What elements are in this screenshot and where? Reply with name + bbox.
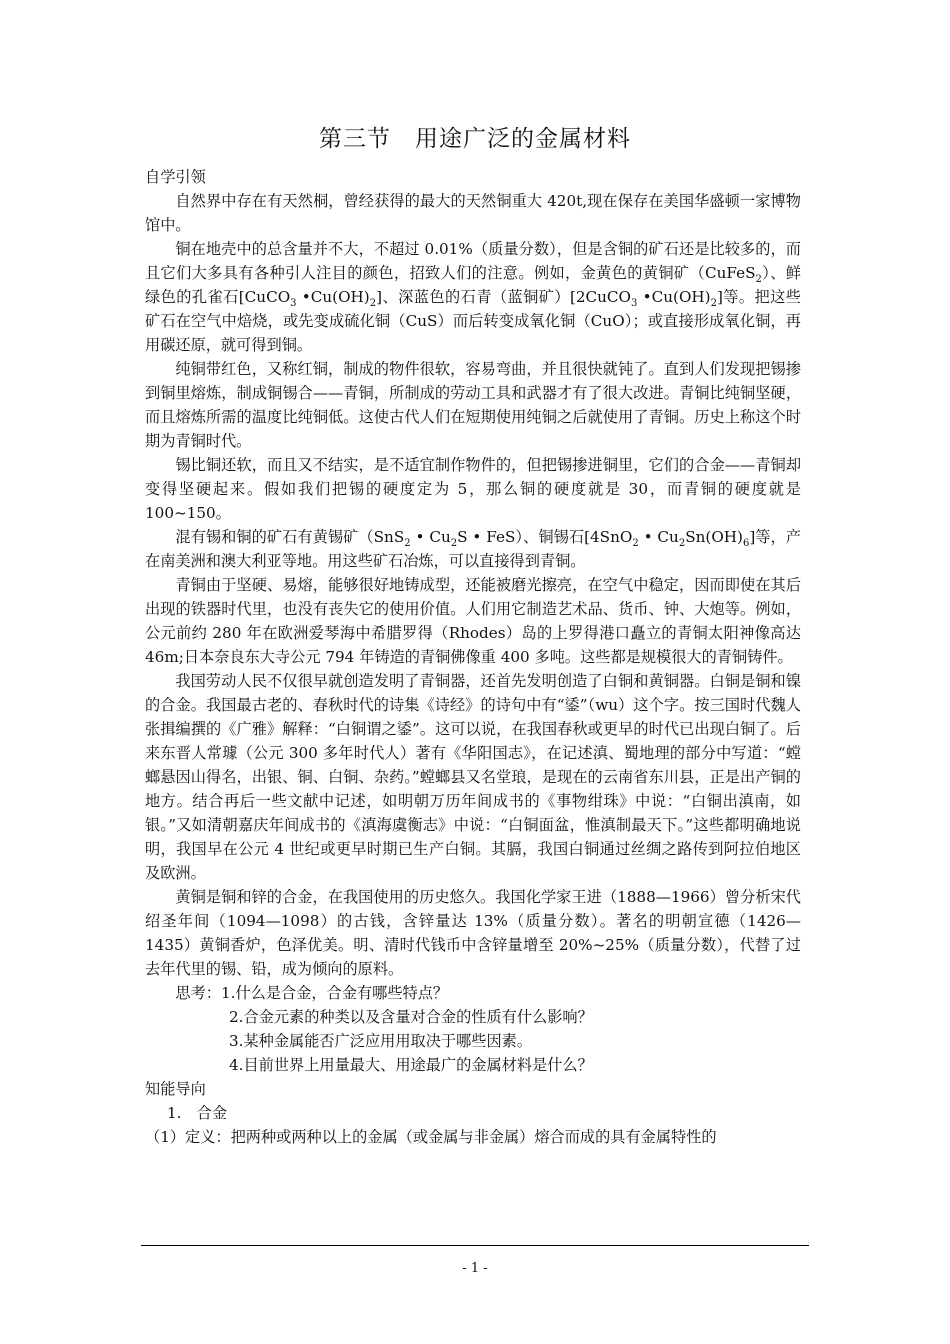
subscript: 2 — [755, 274, 762, 286]
text-run: 铜在地壳中的总含量并不大，不超过 0.01%（质量分数），但是含铜的矿石还是比较多的，而且它们大多具有各种引人注目的颜色，招致人们的注意。例如，金黄色的黄铜矿（CuFeS — [145, 240, 801, 282]
text-run: •Cu(OH) — [296, 288, 370, 306]
text-run: 混有锡和铜的矿石有黄锡矿（SnS — [175, 528, 405, 546]
alloy-definition: （1）定义：把两种或两种以上的金属（或金属与非金属）熔合而成的具有金属特性的 — [145, 1128, 717, 1146]
subscript: 2 — [678, 538, 686, 550]
subscript: 2 — [710, 298, 717, 310]
subscript: 2 — [450, 538, 458, 550]
paragraph-bronze-uses: 青铜由于坚硬、易熔，能够很好地铸成型，还能被磨光擦亮，在空气中稳定，因而即使在其后出现的铁器时代里，也没有丧失它的使用价值。人们用它制造艺术品、货币、钟、大炮等。例如，公元前约 280 年在欧洲爱琴海中希腊罗得（Rhodes）岛的上罗得港口矗立的青铜太阳神像高达 46m;日本奈良东大寺公元 794 年铸造的青铜佛像重 400 多吨。这些都是规模很大的青铜铸件。 — [145, 576, 801, 666]
text-run: ]等，产在南美洲和澳大利亚等地。用这些矿石冶炼，可以直接得到青铜。 — [145, 528, 801, 570]
text-run: • Cu — [410, 528, 451, 546]
question-3: 3.某种金属能否广泛应用用取决于哪些因素。 — [229, 1032, 533, 1050]
text-run: ]等。把这些矿石在空气中焙烧，或先变成硫化铜（CuS）而后转变成氧化铜（CuO）；或直接形成氧化铜，再用碳还原，就可得到铜。 — [145, 288, 801, 354]
paragraph-brass: 黄铜是铜和锌的合金，在我国使用的历史悠久。我国化学家王进（1888—1966）曾分析宋代绍圣年间（1094—1098）的古钱，含锌量达 13%（质量分数）。著名的明朝宣德（1426—1435）黄铜香炉，色泽优美。明、清时代钱币中含锌量增至 20%~25%（质量分数），代替了过去年代里的锡、铅，成为倾向的原料。 — [145, 888, 801, 978]
paragraph-tin-copper-ores — [145, 525, 801, 573]
question-2: 2.合金元素的种类以及含量对合金的性质有什么影响？ — [229, 1008, 593, 1026]
question-4: 4.目前世界上用量最大、用途最广的金属材料是什么？ — [229, 1056, 593, 1074]
paragraph-natural-copper: 自然界中存在有天然桐，曾经获得的最大的天然铜重大 420t,现在保存在美国华盛顿一家博物馆中。 — [145, 192, 801, 234]
paragraph-tin-hardness: 锡比铜还软，而且又不结实，是不适宜制作物件的，但把锡掺进铜里，它们的合金——青铜却变得坚硬起来。假如我们把锡的硬度定为 5，那么铜的硬度就是 30，而青铜的硬度就是 100~150。 — [145, 456, 801, 522]
text-run: S • FeS）、铜锡石[4SnO — [457, 528, 633, 546]
paragraph-white-copper-history: 我国劳动人民不仅很早就创造发明了青铜器，还首先发明创造了白铜和黄铜器。白铜是铜和镍的合金。我国最古老的、春秋时代的诗集《诗经》的诗句中有“鋈”（wu）这个字。按三国时代魏人张揖编撰的《广雅》解释：“白铜谓之鋈”。这可以说，在我国春秋或更早的时代已出现白铜了。后来东晋人常璩（公元 300 多年时代人）著有《华阳国志》，在记述滇、蜀地理的部分中写道：“螳螂悬因山得名，出银、铜、白铜、杂药。”螳螂县又名堂琅，是现在的云南省东川县，正是出产铜的地方。结合再后一些文献中记述，如明朝万历年间成书的《事物绀珠》中说：“白铜出滇南，如银。”又如清朝嘉庆年间成书的《滇海虞衡志》中说：“白铜面盆，惟滇制最天下。”这些都明确地说明，我国早在公元 4 世纪或更早时期已生产白铜。其膈，我国白铜通过丝绸之路传到阿拉伯地区及欧洲。 — [145, 672, 801, 882]
page-number: - 1 - — [462, 1261, 488, 1276]
section-heading-knowledge: 知能导向 — [145, 1080, 206, 1098]
document-body — [145, 165, 801, 1149]
paragraph-pure-copper: 纯铜带红色，又称红铜，制成的物件很软，容易弯曲，并且很快就钝了。直到人们发现把锡掺到铜里熔炼，制成铜锡合——青铜，所制成的劳动工具和武器才有了很大改进。青铜比纯铜坚硬，而且熔炼所需的温度比纯铜低。这使古代人们在短期使用纯铜之后就使用了青铜。历史上称这个时期为青铜时代。 — [145, 360, 801, 450]
text-run: ]、深蓝色的石青（蓝铜矿）[2CuCO — [376, 288, 632, 306]
section-heading-intro: 自学引领 — [145, 168, 206, 186]
subscript: 3 — [290, 298, 297, 310]
text-run: •Cu(OH) — [637, 288, 711, 306]
subscript: 2 — [632, 538, 639, 550]
text-run: Sn(OH) — [685, 528, 743, 546]
text-run: • Cu — [638, 528, 679, 546]
footer-divider — [141, 1245, 809, 1246]
subsection-heading-alloy: 1. 合金 — [167, 1104, 228, 1122]
subscript: 3 — [631, 298, 638, 310]
paragraph-copper-ores — [145, 237, 801, 357]
subscript: 6 — [742, 538, 750, 550]
text-run: ）、鲜绿色的孔雀石[CuCO — [145, 264, 801, 306]
page-title: 第三节 用途广泛的金属材料 — [319, 126, 631, 152]
subscript: 2 — [404, 538, 411, 550]
subscript: 2 — [369, 298, 377, 310]
question-1: 思考：1.什么是合金，合金有哪些特点？ — [175, 984, 449, 1002]
